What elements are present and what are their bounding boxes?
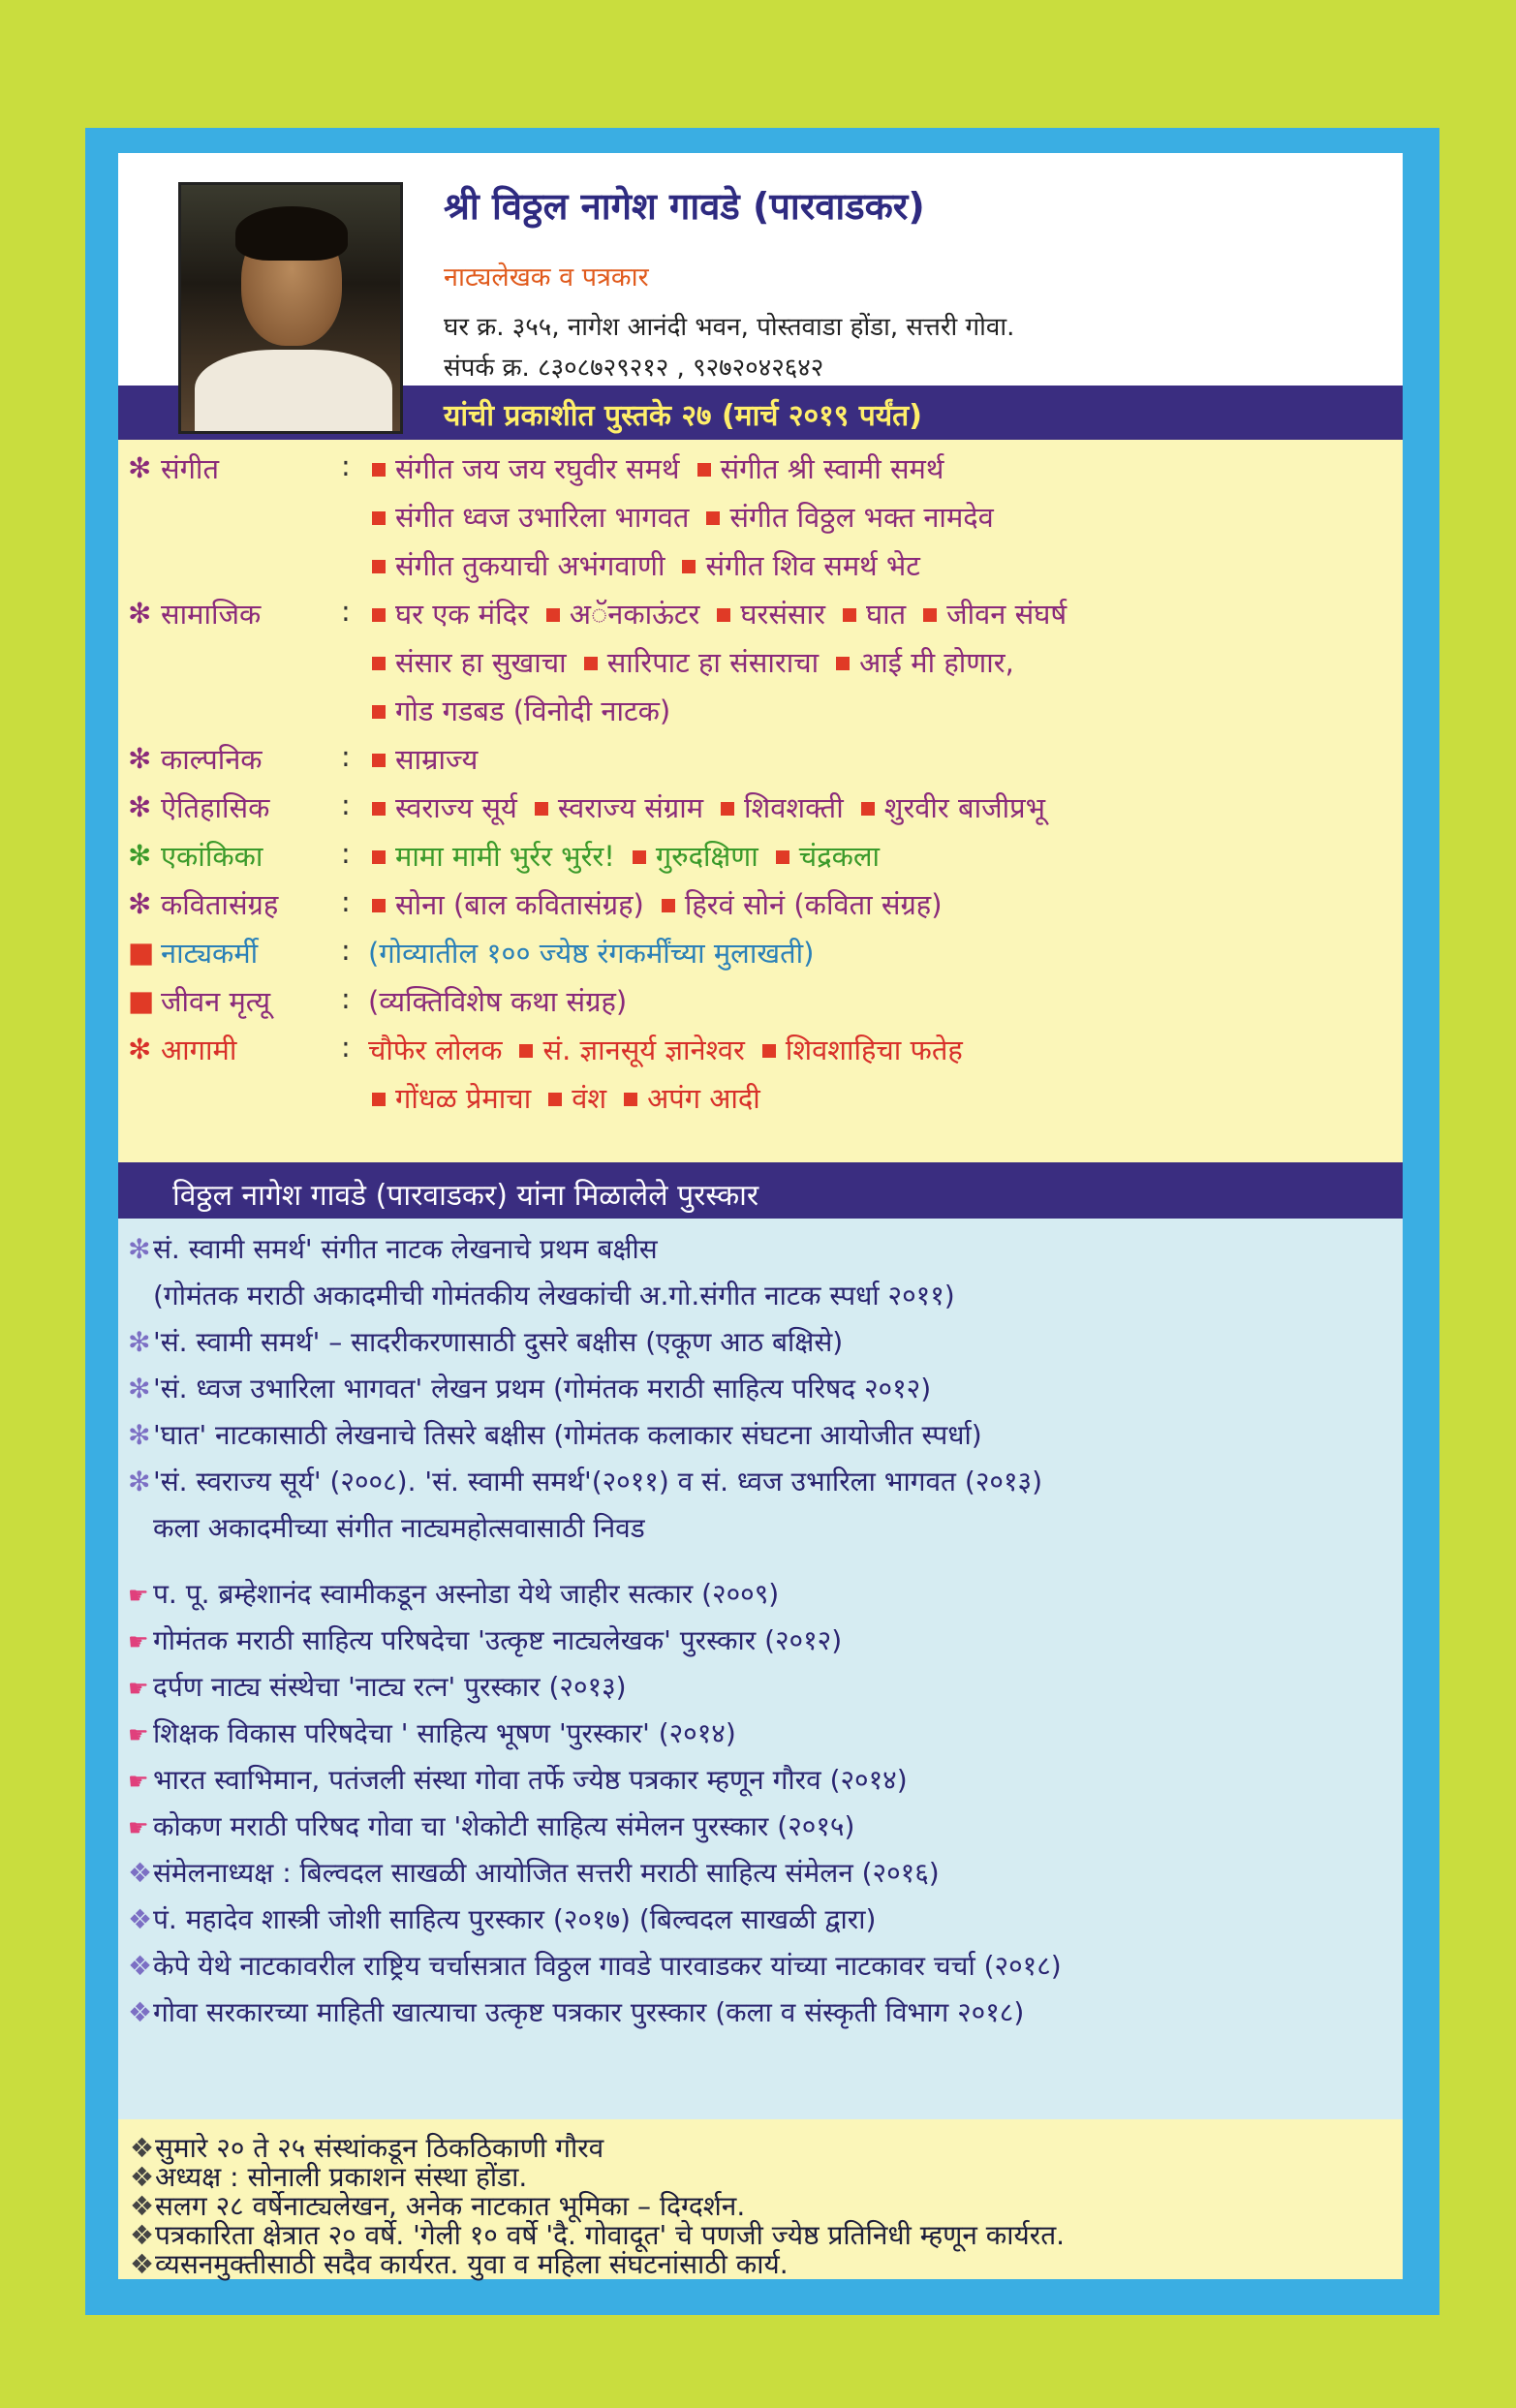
award-item <box>128 1416 982 1453</box>
pointing-hand-icon: ☛ <box>128 1628 149 1655</box>
book-bullet-icon <box>776 850 789 864</box>
award-item <box>128 1714 736 1751</box>
book-bullet-icon <box>519 1044 533 1058</box>
book-titles <box>368 498 1007 536</box>
book-titles <box>368 740 491 778</box>
award-item <box>128 1668 627 1705</box>
book-bullet-icon <box>633 850 646 864</box>
book-title: अॅनकाऊंटर <box>569 598 700 631</box>
book-title: सोना (बाल कवितासंग्रह) <box>395 888 644 921</box>
book-title: शिवशक्ती <box>744 791 844 824</box>
award-item <box>128 1370 931 1406</box>
star-bullet-icon: ✻ <box>128 1466 151 1497</box>
award-text: कला अकादमीच्या संगीत नाट्यमहोत्सवासाठी निवड <box>153 1512 645 1544</box>
category-bullet-icon: ✻ <box>128 887 152 920</box>
book-title: अपंग आदी <box>647 1082 760 1115</box>
label-colon: : <box>341 788 351 821</box>
award-text: 'सं. स्वराज्य सूर्य' (२००८). 'सं. स्वामी समर्थ'(२०११) व सं. ध्वज उभारिला भागवत (२०१३) <box>153 1466 1042 1497</box>
award-text: प. पू. ब्रम्हेशानंद स्वामीकडून अस्नोडा येथे जाहीर सत्कार (२००९) <box>153 1578 780 1610</box>
book-bullet-icon <box>372 1093 386 1106</box>
category-label: संगीत <box>161 452 219 485</box>
book-title: स्वराज्य सूर्य <box>395 791 517 824</box>
label-colon: : <box>341 1031 351 1064</box>
pointing-hand-icon: ☛ <box>128 1721 149 1748</box>
category-label: आगामी <box>161 1034 237 1066</box>
book-title: सं. ज्ञानसूर्य ज्ञानेश्वर <box>542 1034 745 1066</box>
book-bullet-icon <box>662 899 675 912</box>
award-text: संमेलनाध्यक्ष : बिल्वदल साखळी आयोजित सत्तरी मराठी साहित्य संमेलन (२०१६) <box>153 1857 940 1889</box>
diamond-bullet-icon: ❖ <box>130 2190 155 2222</box>
book-title: गुरुदक्षिणा <box>655 840 758 873</box>
book-bullet-icon <box>682 560 696 573</box>
award-text: पं. महादेव शास्त्री जोशी साहित्य पुरस्कार (२०१७) (बिल्वदल साखळी द्वारा) <box>153 1903 877 1935</box>
award-text: कोकण मराठी परिषद गोवा चा 'शेकोटी साहित्य संमेलन पुरस्कार (२०१५) <box>153 1810 855 1842</box>
person-role: नाट्यलेखक व पत्रकार <box>444 262 649 293</box>
label-colon: : <box>341 982 351 1015</box>
diamond-bullet-icon: ❖ <box>130 2248 155 2280</box>
diamond-bullet-icon: ❖ <box>130 2219 155 2251</box>
books-section <box>118 440 1403 1162</box>
category-bullet-icon: ■ <box>128 984 155 1017</box>
award-item <box>128 1323 843 1360</box>
award-item <box>128 1854 940 1891</box>
award-text: 'सं. ध्वज उभारिला भागवत' लेखन प्रथम (गोमंतक मराठी साहित्य परिषद २०१२) <box>153 1373 932 1405</box>
awards-section <box>118 1219 1403 2119</box>
book-title: संगीत ध्वज उभारिला भागवत <box>395 501 690 534</box>
star-bullet-icon: ✻ <box>128 1326 151 1358</box>
category-label: ऐतिहासिक <box>161 791 270 824</box>
diamond-bullet-icon: ❖ <box>128 1903 153 1935</box>
book-bullet-icon <box>372 850 386 864</box>
category-label: जीवन मृत्यू <box>161 985 271 1018</box>
person-name: श्री विठ्ठल नागेश गावडे (पारवाडकर) <box>444 185 925 228</box>
book-titles <box>368 546 934 584</box>
awards-heading-band <box>118 1162 1403 1219</box>
award-item <box>128 1993 1024 2030</box>
book-bullet-icon <box>721 802 734 816</box>
portrait-photo <box>178 182 403 434</box>
category-label: नाट्यकर्मी <box>161 937 259 970</box>
book-titles <box>368 643 1028 681</box>
book-bullet-icon <box>546 608 560 622</box>
book-bullet-icon <box>372 899 386 912</box>
book-bullet-icon <box>535 802 548 816</box>
book-bullet-icon <box>624 1093 637 1106</box>
award-text: 'घात' नाटकासाठी लेखनाचे तिसरे बक्षीस (गोमंतक कलाकार संघटना आयोजीत स्पर्धा) <box>153 1419 982 1451</box>
category-bullet-icon: ■ <box>128 936 155 969</box>
book-bullet-icon <box>923 608 937 622</box>
book-bullet-icon <box>372 463 386 477</box>
book-bullet-icon <box>717 608 730 622</box>
award-text: भारत स्वाभिमान, पतंजली संस्था गोवा तर्फे ज्येष्ठ पत्रकार म्हणून गौरव (२०१४) <box>153 1764 908 1796</box>
misc-text: पत्रकारिता क्षेत्रात २० वर्षे. 'गेली १० वर्षे 'दै. गोवादूत' चे पणजी ज्येष्ठ प्रतिनिधी म्हणून कार्यरत. <box>155 2219 1066 2251</box>
book-title: गोड गडबड (विनोदी नाटक) <box>395 695 671 727</box>
book-bullet-icon <box>706 511 720 525</box>
book-title: संगीत श्री स्वामी समर्थ <box>720 452 944 485</box>
book-title: आई मी होणार, <box>859 646 1014 679</box>
category-bullet-icon: ✻ <box>128 790 152 823</box>
misc-text: व्यसनमुक्तीसाठी सदैव कार्यरत. युवा व महिला संघटनांसाठी कार्य. <box>155 2248 789 2280</box>
award-item <box>128 1947 1062 1984</box>
award-text: गोमंतक मराठी साहित्य परिषदेचा 'उत्कृष्ट नाट्यलेखक' पुरस्कार (२०१२) <box>153 1624 843 1656</box>
book-title: (गोव्यातील १०० ज्येष्ठ रंगकर्मींच्या मुलाखती) <box>368 937 815 970</box>
book-title: स्वराज्य संग्राम <box>557 791 704 824</box>
book-title: संगीत शिव समर्थ भेट <box>705 549 920 582</box>
pointing-hand-icon: ☛ <box>128 1814 149 1841</box>
content-card <box>118 153 1403 2279</box>
book-title: चौफेर लोलक <box>368 1034 503 1066</box>
label-colon: : <box>341 740 351 773</box>
book-titles <box>368 885 956 923</box>
category-bullet-icon: ✻ <box>128 1033 152 1065</box>
book-bullet-icon <box>372 511 386 525</box>
book-bullet-icon <box>372 560 386 573</box>
misc-text: सलग २८ वर्षेनाट्यलेखन, अनेक नाटकात भूमिका – दिग्दर्शन. <box>155 2190 746 2222</box>
pointing-hand-icon: ☛ <box>128 1768 149 1795</box>
book-bullet-icon <box>372 802 386 816</box>
book-titles <box>368 1031 976 1068</box>
star-bullet-icon: ✻ <box>128 1233 151 1265</box>
award-item <box>128 1230 658 1267</box>
book-bullet-icon <box>584 657 598 670</box>
category-label: सामाजिक <box>161 598 262 631</box>
book-titles <box>368 595 1080 633</box>
person-phone: संपर्क क्र. ८३०८७२९२१२ , ९२७२०४२६४२ <box>444 354 824 383</box>
category-bullet-icon: ✻ <box>128 597 152 630</box>
award-text: (गोमंतक मराठी अकादमीची गोमंतकीय लेखकांची अ.गो.संगीत नाटक स्पर्धा २०११) <box>153 1280 955 1312</box>
award-text: गोवा सरकारच्या माहिती खात्याचा उत्कृष्ट पत्रकार पुरस्कार (कला व संस्कृती विभाग २०१८) <box>153 1996 1025 2028</box>
misc-text: सुमारे २० ते २५ संस्थांकडून ठिकठिकाणी गौरव <box>155 2132 604 2164</box>
category-bullet-icon: ✻ <box>128 839 152 872</box>
book-title: वंश <box>572 1082 607 1115</box>
star-bullet-icon: ✻ <box>128 1419 151 1451</box>
book-bullet-icon <box>372 705 386 719</box>
book-title: घरसंसार <box>740 598 825 631</box>
pointing-hand-icon: ☛ <box>128 1675 149 1702</box>
book-titles <box>368 982 640 1020</box>
award-item <box>128 1575 779 1612</box>
book-title: गोंधळ प्रेमाचा <box>395 1082 532 1115</box>
book-titles <box>368 1079 774 1117</box>
diamond-bullet-icon: ❖ <box>128 1996 153 2028</box>
awards-heading: विठ्ठल नागेश गावडे (पारवाडकर) यांना मिळालेले पुरस्कार <box>172 1179 759 1213</box>
star-bullet-icon: ✻ <box>128 1373 151 1405</box>
category-label: कवितासंग्रह <box>161 888 279 921</box>
books-heading: यांची प्रकाशीत पुस्तके २७ (मार्च २०१९ पर्यंत) <box>444 399 922 433</box>
label-colon: : <box>341 934 351 967</box>
award-text: शिक्षक विकास परिषदेचा ' साहित्य भूषण 'पुरस्कार' (२०१४) <box>153 1717 736 1749</box>
misc-item <box>130 2245 789 2282</box>
label-colon: : <box>341 449 351 482</box>
award-item <box>128 1807 854 1844</box>
award-item <box>128 1761 908 1798</box>
book-bullet-icon <box>762 1044 776 1058</box>
book-title: शुरवीर बाजीप्रभू <box>883 791 1046 824</box>
page-frame <box>85 128 1439 2315</box>
book-titles <box>368 837 893 875</box>
book-title: चंद्रकला <box>798 840 881 873</box>
book-title: मामा मामी भुर्रर भुर्रर! <box>395 840 615 873</box>
label-colon: : <box>341 595 351 628</box>
category-label: एकांकिका <box>161 840 263 873</box>
book-bullet-icon <box>548 1093 562 1106</box>
award-item <box>128 1900 876 1937</box>
book-titles <box>368 788 1059 826</box>
book-bullet-icon <box>697 463 711 477</box>
diamond-bullet-icon: ❖ <box>128 1950 153 1982</box>
award-text: 'सं. स्वामी समर्थ' – सादरीकरणासाठी दुसरे बक्षीस (एकूण आठ बक्षिसे) <box>153 1326 844 1358</box>
book-title: संगीत विठ्ठल भक्त नामदेव <box>729 501 994 534</box>
award-item <box>128 1621 842 1658</box>
book-title: घात <box>865 598 907 631</box>
book-title: संसार हा सुखाचा <box>395 646 567 679</box>
person-address: घर क्र. ३५५, नागेश आनंदी भवन, पोस्तवाडा होंडा, सत्तरी गोवा. <box>444 313 1015 342</box>
book-title: संगीत जय जय रघुवीर समर्थ <box>395 452 680 485</box>
award-item <box>128 1463 1042 1499</box>
book-bullet-icon <box>372 754 386 767</box>
award-item <box>128 1277 955 1313</box>
diamond-bullet-icon: ❖ <box>130 2132 155 2164</box>
book-title: हिरवं सोनं (कविता संग्रह) <box>684 888 943 921</box>
award-text: दर्पण नाट्य संस्थेचा 'नाट्य रत्न' पुरस्कार (२०१३) <box>153 1671 627 1703</box>
misc-text: अध्यक्ष : सोनाली प्रकाशन संस्था होंडा. <box>155 2161 528 2193</box>
book-title: साम्राज्य <box>395 743 479 776</box>
award-item <box>128 1509 645 1546</box>
book-bullet-icon <box>861 802 875 816</box>
book-bullet-icon <box>843 608 856 622</box>
book-title: शिवशाहिचा फतेह <box>785 1034 963 1066</box>
category-bullet-icon: ✻ <box>128 451 152 484</box>
book-title: सारिपाट हा संसाराचा <box>606 646 820 679</box>
award-text: केपे येथे नाटकावरील राष्ट्रिय चर्चासत्रात विठ्ठल गावडे पारवाडकर यांच्या नाटकावर चर्चा (२०१८) <box>153 1950 1062 1982</box>
book-titles <box>368 692 684 729</box>
misc-section <box>118 2119 1403 2279</box>
book-title: (व्यक्तिविशेष कथा संग्रह) <box>368 985 628 1018</box>
book-title: जीवन संघर्ष <box>946 598 1067 631</box>
book-titles <box>368 449 957 487</box>
book-title: संगीत तुकयाची अभंगवाणी <box>395 549 665 582</box>
category-label: काल्पनिक <box>161 743 263 776</box>
book-bullet-icon <box>372 608 386 622</box>
pointing-hand-icon: ☛ <box>128 1582 149 1609</box>
label-colon: : <box>341 885 351 918</box>
book-titles <box>368 934 827 972</box>
diamond-bullet-icon: ❖ <box>128 1857 153 1889</box>
book-bullet-icon <box>372 657 386 670</box>
category-bullet-icon: ✻ <box>128 742 152 775</box>
label-colon: : <box>341 837 351 870</box>
book-bullet-icon <box>836 657 850 670</box>
diamond-bullet-icon: ❖ <box>130 2161 155 2193</box>
book-title: घर एक मंदिर <box>395 598 529 631</box>
award-text: सं. स्वामी समर्थ' संगीत नाटक लेखनाचे प्रथम बक्षीस <box>153 1233 658 1265</box>
